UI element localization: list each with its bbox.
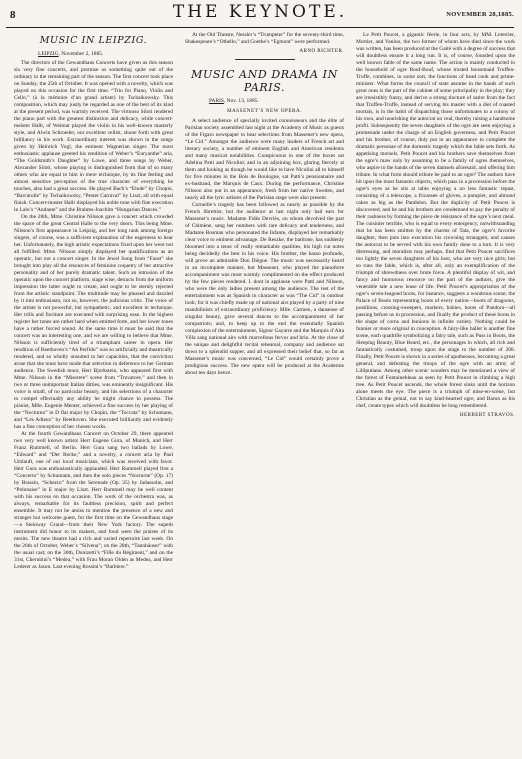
leipzig-dateline [14,51,173,58]
page-number: 8 [10,9,16,21]
leipzig-paragraph-2: On the 28th, Mme. Christine Nilsson gave a concert which crowded the space of the great Central Halle to the very doors. This being Mme. Nilsson’s first appearance in Leipzig, and her long rank among foreign singers, of course, was a sufficient explanation of the eagerness to hear her. Unfortunately, the high artistic expectations fixed upon her were not all fulfilled. Mme. Nilsson simply displayed her qualifications as an operatic, but not a concert singer. In the Jewel Song from “Faust” she brought into play all the resources of feminine coquetry of her attractive personality and of her purely dramatic talent. Such an intrusion of the operatic upon the concert platform, stage wise, detracts from the uniform impression the latter ought to create, and ought to be sternly rejected from the artistic standpoint. The multitude may be pleased and dazzled by it into enthusiasm, not so, however, the judicious critic. The voice of the artiste is not powerful, but sympathetic, and excellent in technique. Her trills and fioriture are executed with surprising ease. In the highest register her tones are rather hard when emitted forte, and her lower tones have a rather forced sound. At the same time it must be said that the concert was an interesting one, and we are willing to believe that Mme. Nilsson is sufficiently tired of a triumphant career in opera. Her rendition of Beethoven’s “Ah Perfido” was so artificially and theatrically rendered, and so wholly unsuited to her capacities, that the conviction arose that she must have made that selection in deference to her German audience. The Swedish tenor, Herr Bjorkstein, who appeared first with Mme. Nilsson in the “Miserere” scene from “Trovatore,” and then in two or three unimportant Italian ditties, was eminently insignificant. His voice is small, of no particular beauty, and his selections of a character to compel effectually any ability he might chance to possess. The pianist, Mlle. Eugenie Menter, achieved a fine success by her playing of the “Nocturno” in D flat major by Chopin, the “Toccata” by Schumann, and “Les Adieux” by Beethoven. She executed brilliantly and evidently has a fine conception of her chosen works. [14,214,173,430]
issue-date: NOVEMBER 28,1885. [446,11,514,18]
paris-subhead: MASSENET’S NEW OPERA. [226,108,303,114]
paris-paragraph-2: Corneille’s tragedy has been followed as nearly as possible by the French librettist, but the audience at last night only had ears for Massenet’s music. Madame Fidès Devriès, on whom devolved the part of Chimène, sang her numbers with rare delicacy and tenderness, and Madame Bosman who personated the Infante, displayed her remarkably clear voice to eminent advantage. De Reszke, the baritone, has suddenly bloomed into a tenor of really remarkable qualities, his high cut notes being decidedly the best in his voice. His brother, the basso profundo, will prove an admirable Don Diègue. The music was necessarily heard in an incomplete manner, but Massenet, who played the pianoforte accompaniment was most warmly complimented on the effect produced by the few pieces rendered. I. dont in applause were Patti and Nilsson, who were the only ladies present among the audience. The rest of the entertainment was as Spanish in character as was “The Cid” in outdoor look; for it was chiefly made up of national airs played by a party of nine mandolinists of extraordinary proficiency. Mlle. Carmen, a danseuse of singular beauty, gave several dances to the accompaniment of her compatriots; and, to keep up to the end the essentially Spanish complexion of the entertainment, Signor Gayarre and the Marquis d’Alta Villa sang national airs with marvellous fervor and brio. At the close of the unique and delightful recital rehearsal, company and audience sat down to a splendid supper, and all expressed their belief that, so far as Massenet’s music was concerned, “Le Cid” would certainly prove a prodigious success. The new opera will be produced at the Academie about ten days hence. [185,202,344,376]
paris-paragraph-1: A select audience of specially invited connoisseurs and the élite of Parisian society assembled last night at the Academy of Music as guests of the Figaro newspaper to hear selections from Massenet’s new opera, “Le Cid.” Amongst the audience were many leaders of French art and literary society, a number of eminent English and American residents and many musical notabilities. Conspicuous in one of the boxes sat Adelina Patti and Nicolini; and in an adjoining box, glaring fiercely at them and looking as though he would like to have Nicolini all to himself for five minutes in the Bois de Boulogne, sat Patti’s pensionnaire and ex-husband, the Marquis de Caux. During the performance, Christine Nilsson also put in an appearance, fresh from her native Sweden, and nearly all the lyric artistes of the Parisian stage were also present. [185,118,344,201]
paris-signature: HERBERT STRAVOS. [459,412,515,418]
column-3 [356,32,515,755]
paris-dateline-place: PARIS [209,98,224,104]
paris-heading: MUSIC AND DRAMA IN PARIS. [191,68,338,94]
leipzig-heading: MUSIC IN LEIPZIG. [39,35,148,46]
leipzig-signature: ARNO RICHTER. [299,48,344,54]
paris-paragraph-3: Le Petit Poucet, a gigantic féerie, in four acts, by MM. Leterrier, Mortier, and Vanloo, the two former of whom have died since the work was written, has been produced at the Gaité with a degree of success that will doubtless ensure it a long run. It is, of course, founded upon the well known fable of the same name. The action is mainly conducted in the household of ogre Bouf-Bouf, whose trusted housemaid Truffen-Truffe, combines, in some sort, the functions of head cook and prime-minister. What forms the council of state assume in the hands of such great ones is the part of the cabinet of some principality in the play; they are irresistibly funny, and derive a strong tincture of satire from the fact that Truffen-Truffe, instead of serving his master with a diet of roasted mortals, is in the habit of dispatching those unfortunates to a colony of his own, and nourishing the autocrat on veal, thereby raising a handsome profit. Subsequently the seven daughters of the ogre are seen enjoying a promenade under the charge of an English governess, and Petit Poucet and his brother, of course, duly put in an appearance to complete the dramatic personae of the domestic tragedy which the fable sets forth. As appetising morsels, Petit Poucet and his brothers save themselves from the ogre’s maw only by assuming to be a family of ogres themselves, who aspire to the hands of the seven damsels aforesaid, and offering him tribute. In what form should tribute be paid to an ogre? The authors have hit upon the most fantastic objects, which pass in a procession before the ogre’s eyes as he sits at table enjoying a no less fantastic repast, consisting of a telescope, a fricassee of gloves, a pompier, and almond cakes as big as the Panthéon. But the duplicity of Petit Poucet is discovered, and he and his brothers are condemned to pay the penalty of their rashness by forming the pièce de résistance of the ogre’s next meal. The cuisinier terrible, who is equal to every emergency, notwithstanding that he has been smitten by the charms of Tata, the ogre’s favorite daughter, then puts into execution his crowning stratagem, and causes the autocrat to be served with his own family done to a turn. It is very distressing, and moralists may perhaps, find that Petit Poucet sacrifices too lightly the seven daughters of his host, who are very nice girls; but so runs the fable, which is, after all, only an exemplification of the triumph of shrewdness over brute force. A plentiful display of wit, and fancy and humorous resource on the part of the authors, give the venerable tale a new lease of life. Petit Poucet’s appropriation of the ogre’s seven-leagued boots, for instance, suggests a wondrous scene, the Palace of Boots representing boots of every nation—boots of dragoons, postilions, crossing-sweepers, markers, babies, boots of Pandora—all passing before us in procession, and finally the product of these boots in the shape of corns and bunions in infinite variety. Nothing could be funnier or more original in conception. A fairy-like ballet is another fine scene, each quadrille symbolizing a fairy tale, such as Puss in Boots, the Sleeping Beauty, Blue Beard, etc., the personages in which, all rich and fantastically costumed, troop upon the stage to the number of 200. Finally, Petit Poucet is shown in a series of apotheoses, becoming a great general, and defeating the troops of the ogre with an army of Lilliputians. Among other scenic wonders may be mentioned a view of the forest of Fontainebleau as seen by Petit Poucet in climbing a high tree. As Petit Poucet ascends, the whole forest sinks until the horizon alone meets the eye. The piece is a triumph of mise-en-scène, but Christian as the genial, not to say kind-hearted ogre, and Baron as his chef, create types which will doubtless be long remembered. [356,32,515,409]
column-2 [185,32,344,755]
leipzig-paragraph-4: At the Old Theatre, Nessler’s “Trumpeter” for the seventy-third time, Shakespeare’s “Othello,” and Goethe’s “Egmont” were performed. [185,32,344,45]
masthead-title: THE KEYNOTE. [172,2,348,22]
leipzig-dateline-date: , November 2, 1885. [58,51,104,57]
leipzig-paragraph-1: The directors of the Gewandhaus Concerts have given us this season six very fine concerts, and promise us something quite out of the ordinary in the remaining part of the season. The first concert took place on Sunday, the 25th of October. It was opened with a novelty, which was played on this occasion for the first time. “Trio for Piano, Violin and Cello,” (à la mémoire d’un grand artiste) by Tschaikowsky. This composition, which may justly be regarded as one of the best of its kind at the present period, was warmly received. The virtuoso Siloti rendered the piano part with the greatest distinction and delicacy, while concert-meister Hallr, of Weimar played the violin in his well-known masterly style, and Alwin Schroeder, our excellent cellist, shone forth with great brilliancy in his work. Extraordinary interest was shown in the songs given by Heinrich Vogl, the eminent Wagnerian singer. The most enthusiastic applause greeted his rendition of Weber’s “Euryanthe” aria, “The Goldsmith’s Daughter” by Lowe, and three songs by Weber, Alexander Siloti, whose playing is distinguished from that of so many others who are equal to him in mere technique, by its fine feeling and almost sensitive perception of the true character of everything he touches, also had a great success. He played Bach’s “Etude” by Chopin, “Barcarolle” by Tschaikowsky, “Pester Carnival” by Liszt, all with equal finish. Concert-master Hallr displayed his noble tone with fine execution in Lalo’s “Andante” and the Brahms-Joachim “Hungarian Dances.” [14,60,173,213]
paris-dateline [185,98,344,105]
header-rule [6,27,514,28]
leipzig-paragraph-3-start: At the fourth Gewandhaus Concert on October 29, there appeared two very well known artists Herr Eugene Gura, of Munich, and Herr Franz Rummell, of Berlin. Herr Gura sang two ballads by Lowe, “Edward” and “Der Recke,” and a novelty, a concert aria by Paul Umlauft, one of our local musicians, which was received with favor. Herr Gura was enthusiastically applauded. Herr Rummell played first a “Concerto” by Schumann, and then the solo pieces “Nocturne” (Op. 17) by Brassin, “Scherzo” from the Serenade (Op. 35) by Jadassohn, and “Polonaise” in E major by Liszt. Herr Rummell may be well content with his success on that occasion. The work of the orchestra was, as always, remarkable for its faultless precision, spirit and perfect ensemble. It may not be amiss to mention the presence of a new and stranger but welcome guest, for the first time on the Gewandhaus stage—a Steinway Grand—from their New York factory. The superb instrument did honor to its makers, and loud were the praises of its merits. The new theatre had a rich and varied repertoire last week. On the 26th of October, Weber’s “Silvena”; on the 28th, “Tannhäuser” with the usual cast; on the 30th, Donizetti’s “Fille du Régiment,” and on the 31st, Cherubini’s “Medea,” with Frau Moran Olden as Medea, and Herr Lederer as Jason. Last evening Rossini’s “Barbiere.” [14,431,173,570]
page-header [6,2,514,26]
column-1 [14,32,173,755]
paris-dateline-date: , Nov. 13, 1885. [223,98,259,104]
leipzig-dateline-place: LEIPZIG [38,51,59,57]
section-separator [235,59,295,60]
